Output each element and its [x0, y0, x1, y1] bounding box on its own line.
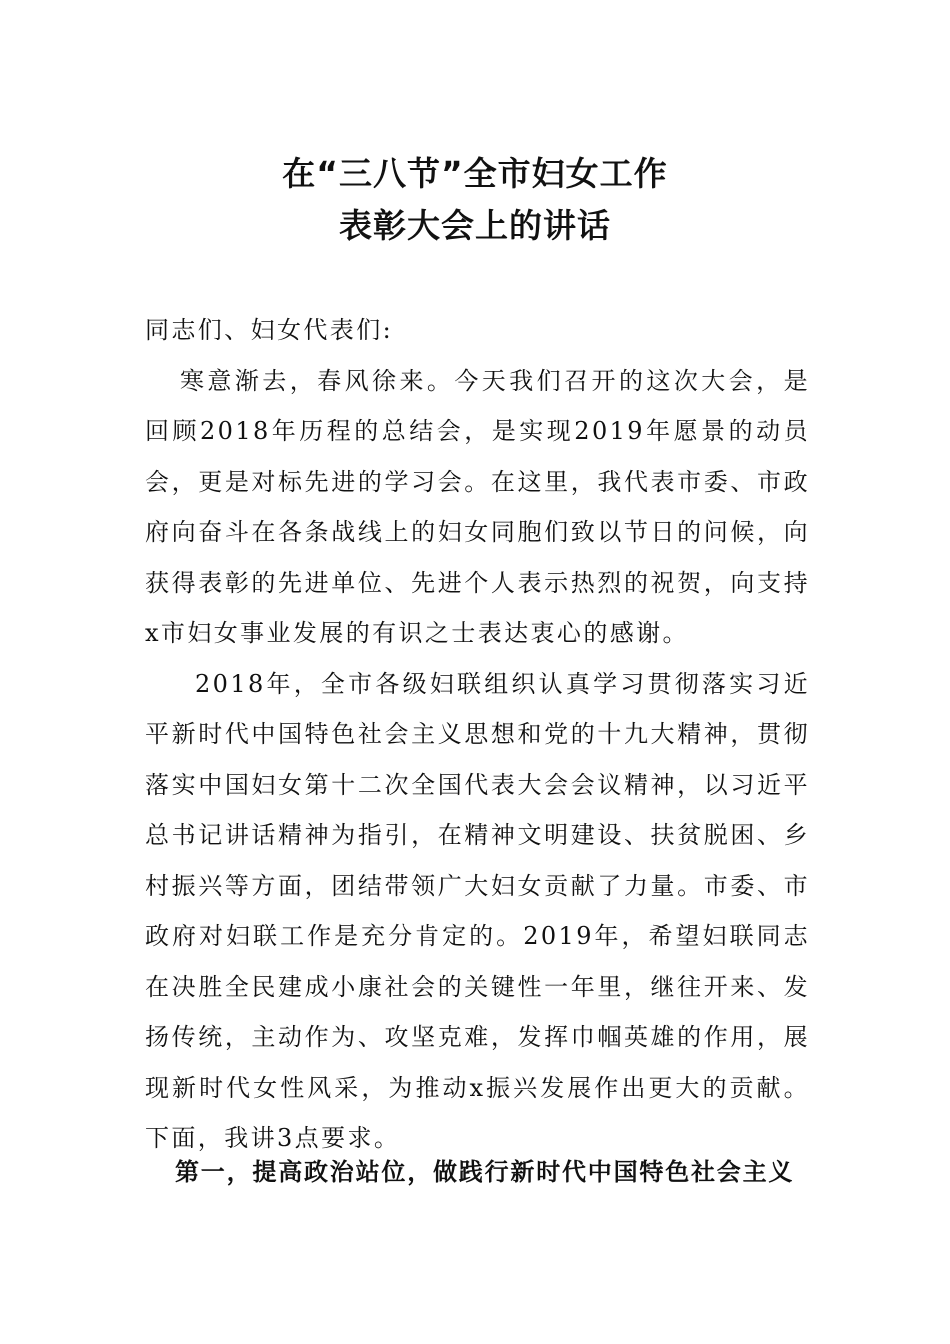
section-heading: 第一，提高政治站位，做践行新时代中国特色社会主义 — [175, 1158, 795, 1186]
title-line-1: 在“三八节”全市妇女工作 — [282, 154, 668, 193]
paragraph-opening: 寒意渐去，春风徐来。今天我们召开的这次大会，是回顾2018年历程的总结会，是实现2019年愿景的动员会，更是对标先进的学习会。在这里，我代表市委、市政府向奋斗在各条战线上的妇女同胞们致以节日的问候，向获得表彰的先进单位、先进个人表示热烈的祝贺，向支持x市妇女事业发展的有识之士表达衷心的感谢。 — [145, 366, 810, 647]
salutation: 同志们、妇女代表们: — [145, 316, 394, 344]
document-title — [0, 148, 950, 252]
paragraph-review: 2018年，全市各级妇联组织认真学习贯彻落实习近平新时代中国特色社会主义思想和党的十九大精神，贯彻落实中国妇女第十二次全国代表大会会议精神，以习近平总书记讲话精神为指引，在精神文明建设、扶贫脱困、乡村振兴等方面，团结带领广大妇女贡献了力量。市委、市政府对妇联工作是充分肯定的。2019年，希望妇联同志在决胜全民建成小康社会的关键性一年里，继往开来、发扬传统，主动作为、攻坚克难，发挥巾帼英雄的作用，展现新时代女性风采，为推动x振兴发展作出更大的贡献。下面，我讲3点要求。 — [145, 669, 810, 1152]
title-line-2: 表彰大会上的讲话 — [339, 206, 611, 245]
document-body — [145, 305, 810, 1164]
